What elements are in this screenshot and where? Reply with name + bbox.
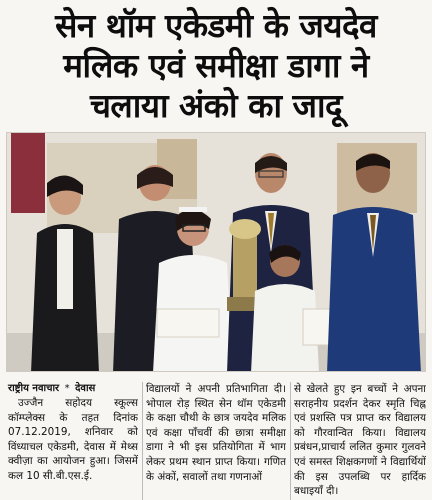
column-divider: [142, 382, 143, 500]
article-column-3: [294, 382, 426, 500]
article-column-1: [8, 396, 138, 500]
byline-source: राष्ट्रीय नवाचार: [8, 383, 60, 394]
byline: [8, 380, 95, 394]
group-photo: [6, 132, 426, 372]
article-column-3-text: से खेलते हुए इन बच्चों ने अपना सराहनीय प्रदर्शन देकर स्मृति चिह्न एवं प्रशस्ति पत्र प्राप्त कर विद्यालय को गौरवान्वित किया। विद्यालय प्रबंधन,प्राचार्य ललित कुमार गुलवने एवं समस्त शिक्षकगणों ने विद्यार्थियों की इस उपलब्धि पर हार्दिक बधाइयाँ दी।: [294, 383, 426, 498]
article-column-2: [146, 382, 286, 500]
article-column-1-text: उज्जैन सहोदय स्कूल्स कॉम्प्लेक्स के तहत दिनांक 07.12.2019, शनिवार को विंध्याचल एकेडमी, देवास में मेथ्स क्वीज़ा का आयोजन हुआ। जिसमें कल 10 सी.बी.एस.ई.: [8, 397, 138, 482]
headline-line-2: मलिक एवं समीक्षा डागा ने: [63, 46, 369, 85]
headline-line-3: चलाया अंको का जादू: [89, 86, 343, 125]
column-divider: [290, 382, 291, 500]
headline: [0, 0, 432, 132]
byline-place: देवास: [75, 383, 96, 394]
article-column-2-text: विद्यालयों ने अपनी प्रतिभागिता दी। भोपाल रोड़ स्थित सेन थॉम एकेडमी के कक्षा चौथी के छात्र जयदेव मलिक एवं कक्षा पाँचवीं की छात्रा समीक्षा डागा ने भी इस प्रतियोगिता में भाग लेकर प्रथम स्थान प्राप्त किया। गणित के अंकों, सवालों तथा गणनाओं: [146, 383, 286, 483]
wall-banner: [11, 133, 45, 213]
byline-separator: *: [64, 383, 70, 394]
headline-line-1: सेन थॉम एकेडमी के जयदेव: [55, 6, 377, 45]
